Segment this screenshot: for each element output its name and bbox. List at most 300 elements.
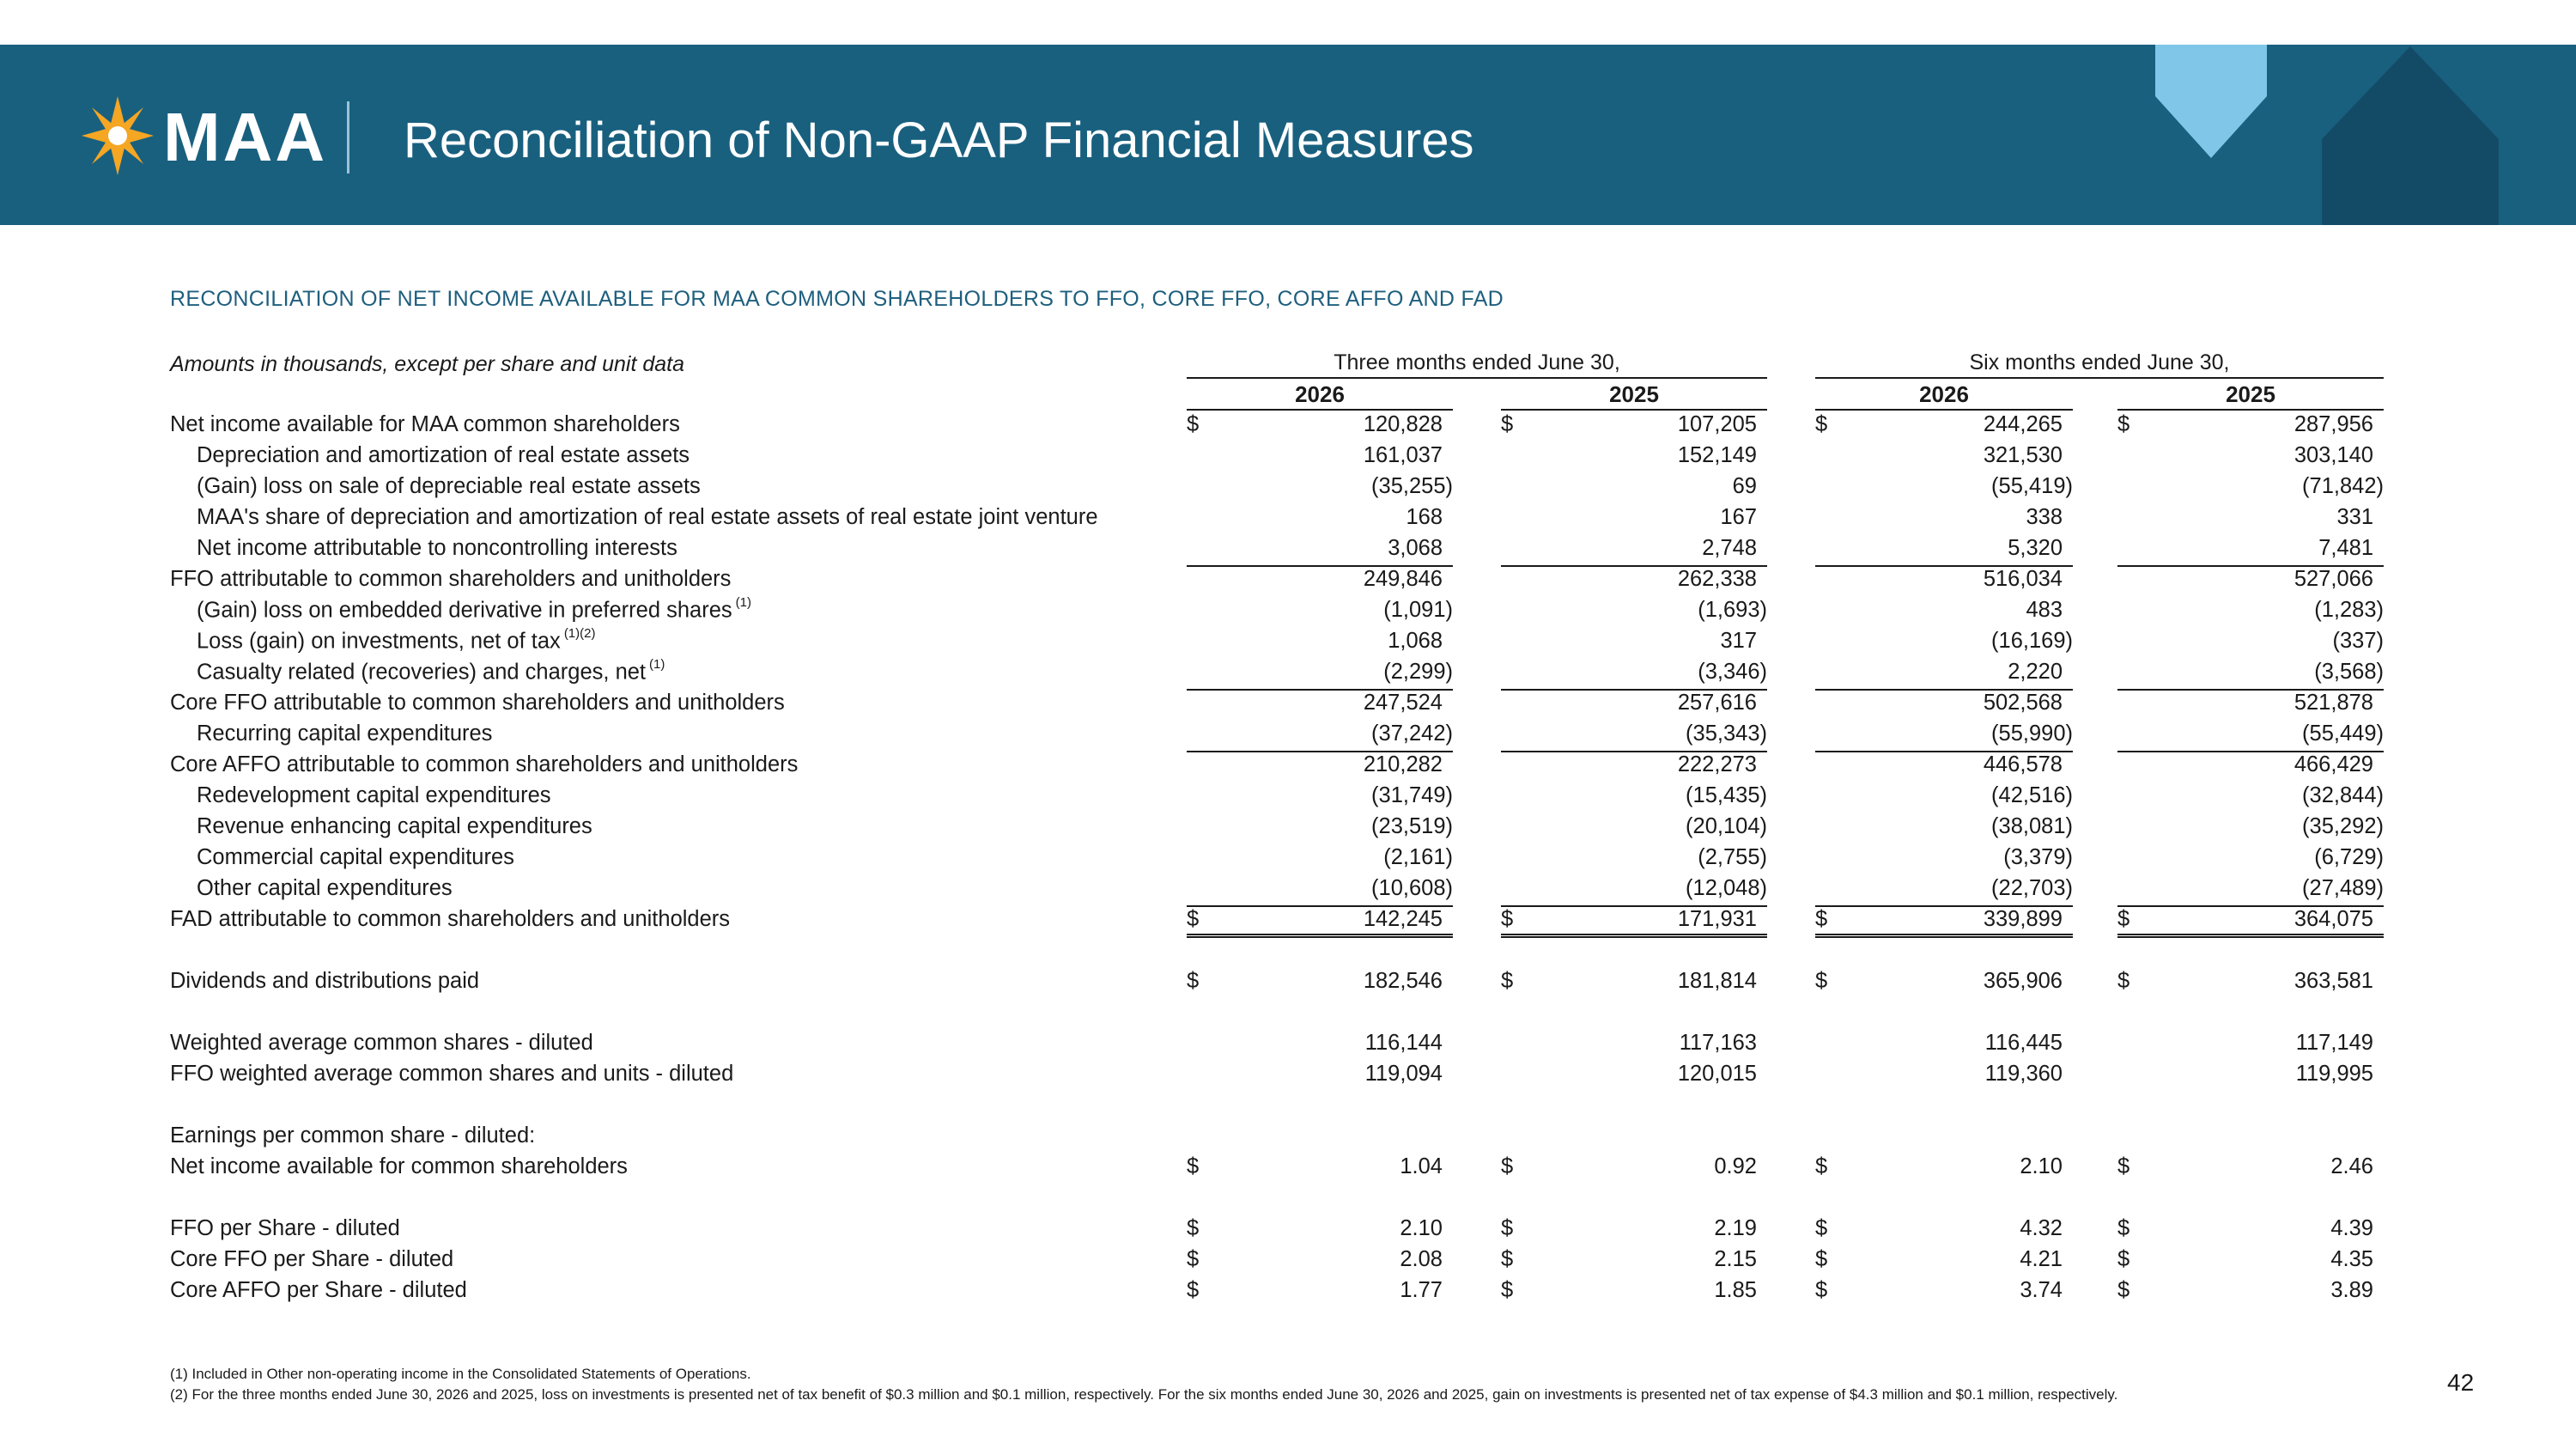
table-row: [0, 441, 2576, 472]
cell-value: (35,343): [1686, 721, 1767, 746]
value-cell: [2117, 998, 2384, 1029]
cell-value: 2.46: [2330, 1154, 2373, 1178]
value-cell: [1501, 411, 1767, 441]
value-cell: [1815, 843, 2073, 874]
cell-value: (37,242): [1371, 721, 1453, 746]
cell-value: 2,748: [1702, 536, 1757, 560]
cell-value: 142,245: [1363, 907, 1443, 931]
cell-value: 1.77: [1400, 1278, 1443, 1302]
value-cell: [1815, 1122, 2073, 1153]
value-cell: [2117, 936, 2384, 967]
maa-starburst-logo-icon: [79, 94, 156, 177]
currency-symbol: $: [2117, 1154, 2130, 1178]
row-label-text: FFO per Share - diluted: [170, 1216, 400, 1240]
cell-value: 287,956: [2293, 412, 2373, 436]
cell-value: 303,140: [2293, 443, 2373, 467]
value-cell: [2117, 658, 2384, 691]
currency-symbol: $: [1815, 907, 1828, 931]
cell-value: 1,068: [1388, 629, 1443, 653]
value-cell: [1187, 1215, 1453, 1245]
row-label: [170, 691, 785, 715]
cell-value: 3.74: [2020, 1278, 2063, 1302]
value-cell: [2117, 874, 2384, 907]
value-cell: [1815, 813, 2073, 843]
cell-value: 152,149: [1677, 443, 1757, 467]
table-row: [0, 534, 2576, 565]
value-cell: [1501, 534, 1767, 567]
table-row: [0, 411, 2576, 441]
table-row: [0, 1122, 2576, 1153]
value-cell: [1187, 411, 1453, 441]
reconciliation-table: [0, 411, 2576, 1307]
value-cell: [1187, 565, 1453, 596]
value-cell: [1501, 596, 1767, 627]
currency-symbol: $: [1187, 1278, 1200, 1302]
cell-value: 363,581: [2293, 969, 2373, 993]
value-cell: [1501, 813, 1767, 843]
currency-symbol: $: [1187, 1247, 1200, 1271]
value-cell: [2117, 627, 2384, 658]
cell-value: 107,205: [1677, 412, 1757, 436]
row-label-text: (Gain) loss on embedded derivative in preferred shares: [197, 598, 732, 623]
table-row: [0, 1029, 2576, 1060]
value-cell: [2117, 1091, 2384, 1122]
cell-value: 5,320: [2008, 536, 2063, 560]
value-cell: [1815, 1153, 2073, 1184]
value-cell: [1815, 751, 2073, 782]
cell-value: 2.10: [1400, 1216, 1443, 1240]
table-row: [0, 1245, 2576, 1276]
value-cell: [1187, 751, 1453, 782]
year-header: 2025: [1501, 381, 1767, 411]
row-label: [170, 1216, 400, 1241]
value-cell: [1815, 472, 2073, 503]
value-cell: [1187, 874, 1453, 907]
cell-value: (71,842): [2302, 474, 2384, 498]
table-row: [0, 1215, 2576, 1245]
value-cell: [1187, 658, 1453, 691]
row-label: [170, 1062, 733, 1087]
row-label: [170, 567, 731, 592]
currency-symbol: $: [1815, 1154, 1828, 1178]
value-cell: [2117, 751, 2384, 782]
cell-value: 181,814: [1677, 969, 1757, 993]
cell-value: 1.04: [1400, 1154, 1443, 1178]
cell-value: (2,161): [1383, 845, 1453, 869]
currency-symbol: $: [1187, 1216, 1200, 1240]
value-cell: [1187, 936, 1453, 967]
value-cell: [1501, 936, 1767, 967]
table-row: [0, 843, 2576, 874]
value-cell: [1187, 1184, 1453, 1215]
cell-value: 339,899: [1983, 907, 2063, 931]
cell-value: (3,568): [2314, 660, 2384, 684]
value-cell: [1501, 689, 1767, 720]
table-row: [0, 782, 2576, 813]
row-label-text: Dividends and distributions paid: [170, 969, 480, 993]
value-cell: [1501, 565, 1767, 596]
row-label: [197, 721, 492, 746]
cell-value: 3.89: [2330, 1278, 2373, 1302]
cell-value: 161,037: [1363, 443, 1443, 467]
value-cell: [1187, 1276, 1453, 1307]
currency-symbol: $: [1815, 412, 1828, 436]
row-label: [197, 536, 677, 561]
currency-symbol: $: [1501, 1247, 1514, 1271]
row-label: [170, 907, 730, 932]
cell-value: (55,449): [2302, 721, 2384, 746]
cell-value: (31,749): [1371, 783, 1453, 807]
value-cell: [1501, 967, 1767, 998]
cell-value: (35,255): [1371, 474, 1453, 498]
cell-value: 117,163: [1679, 1031, 1757, 1055]
value-cell: [2117, 813, 2384, 843]
row-label-text: FFO weighted average common shares and units - diluted: [170, 1062, 734, 1086]
value-cell: [2117, 1276, 2384, 1307]
cell-value: (38,081): [1991, 814, 2073, 838]
row-label: [170, 412, 680, 437]
table-row: [0, 967, 2576, 998]
cell-value: 1.85: [1714, 1278, 1757, 1302]
cell-value: 527,066: [2293, 567, 2373, 591]
cell-value: 7,481: [2318, 536, 2373, 560]
currency-symbol: $: [1815, 1216, 1828, 1240]
cell-value: (27,489): [2302, 876, 2384, 900]
currency-symbol: $: [1501, 969, 1514, 993]
value-cell: [2117, 472, 2384, 503]
value-cell: [1815, 1245, 2073, 1276]
cell-value: (6,729): [2314, 845, 2384, 869]
currency-symbol: $: [2117, 969, 2130, 993]
value-cell: [1815, 720, 2073, 752]
value-cell: [1187, 689, 1453, 720]
row-label: [197, 783, 551, 808]
table-row: [0, 472, 2576, 503]
value-cell: [1501, 1276, 1767, 1307]
cell-value: 119,995: [2295, 1062, 2373, 1086]
value-cell: [1187, 1029, 1453, 1060]
cell-value: 0.92: [1714, 1154, 1757, 1178]
cell-value: 483: [2026, 598, 2063, 622]
cell-value: 182,546: [1363, 969, 1443, 993]
value-cell: [2117, 534, 2384, 567]
row-label: [197, 657, 665, 685]
table-row: [0, 658, 2576, 689]
value-cell: [1815, 627, 2073, 658]
currency-symbol: $: [1501, 1216, 1514, 1240]
value-cell: [1501, 782, 1767, 813]
value-cell: [2117, 441, 2384, 472]
cell-value: 210,282: [1363, 752, 1443, 776]
value-cell: [1501, 441, 1767, 472]
value-cell: [1187, 627, 1453, 658]
currency-symbol: $: [1501, 907, 1514, 931]
value-cell: [1815, 596, 2073, 627]
cell-value: 171,931: [1677, 907, 1757, 931]
currency-symbol: $: [1815, 1278, 1828, 1302]
row-label-text: (Gain) loss on sale of depreciable real estate assets: [197, 474, 701, 498]
currency-symbol: $: [1501, 1278, 1514, 1302]
cell-value: 321,530: [1983, 443, 2063, 467]
cell-value: (3,346): [1698, 660, 1767, 684]
row-label-text: Net income available for MAA common shareholders: [170, 412, 680, 436]
currency-symbol: $: [2117, 907, 2130, 931]
row-label-text: Core FFO per Share - diluted: [170, 1247, 454, 1271]
table-row: [0, 1060, 2576, 1091]
row-label: [197, 814, 592, 839]
value-cell: [1187, 905, 1453, 938]
table-row: [0, 874, 2576, 905]
year-header: 2026: [1815, 381, 2073, 411]
currency-symbol: $: [2117, 1216, 2130, 1240]
cell-value: 222,273: [1677, 752, 1757, 776]
row-label-text: Core FFO attributable to common shareholders and unitholders: [170, 691, 785, 715]
value-cell: [1815, 503, 2073, 534]
maa-logo-text: MAA: [163, 99, 328, 175]
table-row: [0, 596, 2576, 627]
units-note: Amounts in thousands, except per share and unit data: [170, 352, 684, 376]
value-cell: [1187, 843, 1453, 874]
value-cell: [2117, 596, 2384, 627]
cell-value: (22,703): [1991, 876, 2073, 900]
value-cell: [1815, 998, 2073, 1029]
table-row: [0, 1091, 2576, 1122]
cell-value: 516,034: [1983, 567, 2063, 591]
table-row: [0, 905, 2576, 936]
value-cell: [2117, 1060, 2384, 1091]
row-label: [197, 443, 690, 468]
value-cell: [1187, 720, 1453, 752]
cell-value: 502,568: [1983, 691, 2063, 715]
value-cell: [2117, 1215, 2384, 1245]
row-label: [197, 626, 596, 654]
value-cell: [1187, 813, 1453, 843]
value-cell: [1501, 503, 1767, 534]
currency-symbol: $: [2117, 1247, 2130, 1271]
cell-value: 466,429: [2293, 752, 2373, 776]
currency-symbol: $: [1187, 412, 1200, 436]
value-cell: [1815, 689, 2073, 720]
row-label-text: Revenue enhancing capital expenditures: [197, 814, 592, 838]
cell-value: (3,379): [2003, 845, 2073, 869]
currency-symbol: $: [1187, 969, 1200, 993]
cell-value: (35,292): [2302, 814, 2384, 838]
value-cell: [1501, 1029, 1767, 1060]
cell-value: 446,578: [1983, 752, 2063, 776]
table-row: [0, 689, 2576, 720]
row-label: [197, 505, 1098, 530]
row-label-text: Recurring capital expenditures: [197, 721, 493, 746]
cell-value: 168: [1406, 505, 1443, 529]
value-cell: [1501, 1060, 1767, 1091]
row-label: [170, 1123, 535, 1148]
value-cell: [2117, 782, 2384, 813]
cell-value: (20,104): [1686, 814, 1767, 838]
year-header: 2025: [2117, 381, 2384, 411]
currency-symbol: $: [2117, 412, 2130, 436]
cell-value: (15,435): [1686, 783, 1767, 807]
cell-value: 120,015: [1677, 1062, 1757, 1086]
value-cell: [2117, 565, 2384, 596]
value-cell: [1815, 1276, 2073, 1307]
row-label-text: Loss (gain) on investments, net of tax: [197, 629, 561, 654]
row-label: [170, 752, 798, 777]
currency-symbol: $: [1187, 907, 1200, 931]
cell-value: 116,445: [1984, 1031, 2063, 1055]
cell-value: 262,338: [1677, 567, 1757, 591]
value-cell: [1187, 472, 1453, 503]
cell-value: (55,990): [1991, 721, 2073, 746]
value-cell: [2117, 1029, 2384, 1060]
cell-value: 247,524: [1363, 691, 1443, 715]
footnote-ref: (1)(2): [563, 626, 596, 641]
cell-value: 3,068: [1388, 536, 1443, 560]
cell-value: (23,519): [1371, 814, 1453, 838]
currency-symbol: $: [1815, 969, 1828, 993]
value-cell: [1815, 441, 2073, 472]
table-row: [0, 998, 2576, 1029]
table-row: [0, 813, 2576, 843]
cell-value: 2.08: [1400, 1247, 1443, 1271]
table-row: [0, 720, 2576, 751]
value-cell: [1187, 441, 1453, 472]
cell-value: 364,075: [2293, 907, 2373, 931]
cell-value: 521,878: [2293, 691, 2373, 715]
row-label-text: Depreciation and amortization of real estate assets: [197, 443, 690, 467]
cell-value: 257,616: [1677, 691, 1757, 715]
value-cell: [1501, 998, 1767, 1029]
value-cell: [2117, 1245, 2384, 1276]
cell-value: 2.15: [1714, 1247, 1757, 1271]
cell-value: 4.32: [2020, 1216, 2063, 1240]
value-cell: [2117, 905, 2384, 938]
value-cell: [2117, 1122, 2384, 1153]
row-label-text: Commercial capital expenditures: [197, 845, 514, 869]
value-cell: [1815, 936, 2073, 967]
period-header-six-months: Six months ended June 30,: [1815, 350, 2384, 379]
value-cell: [1815, 1184, 2073, 1215]
value-cell: [2117, 411, 2384, 441]
cell-value: (55,419): [1991, 474, 2073, 498]
footnote: (2) For the three months ended June 30, 2026 and 2025, loss on investments is presented net of tax benefit of $0.3 million and $0.1 million, respectively. For the six months ended June 30, 2026 and 2025, gain on investments is presented net of tax expense of $4.3 million and $0.1 million, respectively.: [170, 1386, 2118, 1403]
cell-value: 116,144: [1364, 1031, 1443, 1055]
row-label-text: Net income available for common shareholders: [170, 1154, 628, 1178]
house-decoration-icon: [2322, 45, 2499, 225]
value-cell: [2117, 1153, 2384, 1184]
value-cell: [1501, 1122, 1767, 1153]
row-label: [197, 845, 514, 870]
table-row: [0, 936, 2576, 967]
currency-symbol: $: [1501, 1154, 1514, 1178]
row-label-text: Weighted average common shares - diluted: [170, 1031, 593, 1055]
value-cell: [1501, 1245, 1767, 1276]
row-label: [170, 969, 479, 994]
cell-value: (1,283): [2314, 598, 2384, 622]
value-cell: [2117, 503, 2384, 534]
cell-value: (2,299): [1383, 660, 1453, 684]
cell-value: (32,844): [2302, 783, 2384, 807]
value-cell: [1501, 627, 1767, 658]
cell-value: 2.19: [1714, 1216, 1757, 1240]
row-label: [170, 1154, 628, 1179]
row-label-text: Redevelopment capital expenditures: [197, 783, 551, 807]
value-cell: [1501, 843, 1767, 874]
value-cell: [1501, 874, 1767, 907]
value-cell: [1501, 905, 1767, 938]
table-row: [0, 1184, 2576, 1215]
cell-value: 249,846: [1363, 567, 1443, 591]
table-row: [0, 503, 2576, 534]
row-label: [197, 474, 701, 499]
currency-symbol: $: [1187, 1154, 1200, 1178]
row-label-text: Other capital expenditures: [197, 876, 453, 900]
value-cell: [1501, 658, 1767, 691]
cell-value: 4.21: [2020, 1247, 2063, 1271]
currency-symbol: $: [1501, 412, 1514, 436]
cell-value: 69: [1732, 474, 1757, 498]
value-cell: [1501, 1091, 1767, 1122]
value-cell: [2117, 967, 2384, 998]
row-label-text: Net income attributable to noncontrolling interests: [197, 536, 677, 560]
value-cell: [2117, 843, 2384, 874]
footnote-ref: (1): [735, 595, 751, 610]
value-cell: [1815, 782, 2073, 813]
cell-value: 244,265: [1983, 412, 2063, 436]
row-label-text: Earnings per common share - diluted:: [170, 1123, 536, 1148]
table-row: [0, 565, 2576, 596]
value-cell: [1187, 998, 1453, 1029]
cell-value: 4.39: [2330, 1216, 2373, 1240]
value-cell: [1815, 1029, 2073, 1060]
cell-value: (16,169): [1991, 629, 2073, 653]
cell-value: 167: [1720, 505, 1757, 529]
table-row: [0, 627, 2576, 658]
cell-value: (1,091): [1383, 598, 1453, 622]
value-cell: [1815, 905, 2073, 938]
cell-value: 117,149: [2295, 1031, 2373, 1055]
cell-value: (42,516): [1991, 783, 2073, 807]
row-label-text: Core AFFO attributable to common shareholders and unitholders: [170, 752, 799, 776]
footnotes: [170, 1364, 2403, 1405]
cell-value: 2,220: [2008, 660, 2063, 684]
page-number: 42: [2447, 1369, 2475, 1396]
year-header: 2026: [1187, 381, 1453, 411]
value-cell: [1815, 874, 2073, 907]
value-cell: [1815, 411, 2073, 441]
cell-value: (12,048): [1686, 876, 1767, 900]
cell-value: (337): [2332, 629, 2384, 653]
row-label: [170, 1247, 453, 1272]
value-cell: [1187, 1122, 1453, 1153]
value-cell: [2117, 1184, 2384, 1215]
value-cell: [1501, 720, 1767, 752]
row-label-text: Casualty related (recoveries) and charges, net: [197, 660, 647, 685]
value-cell: [1815, 1060, 2073, 1091]
cell-value: 2.10: [2020, 1154, 2063, 1178]
cell-value: 119,094: [1364, 1062, 1443, 1086]
value-cell: [1187, 596, 1453, 627]
cell-value: 365,906: [1983, 969, 2063, 993]
value-cell: [1815, 1091, 2073, 1122]
cell-value: 4.35: [2330, 1247, 2373, 1271]
value-cell: [1815, 658, 2073, 691]
row-label: [197, 876, 453, 901]
row-label-text: MAA's share of depreciation and amortization of real estate assets of real estate joint venture: [197, 505, 1098, 529]
cell-value: 120,828: [1363, 412, 1443, 436]
value-cell: [1501, 1215, 1767, 1245]
value-cell: [1187, 782, 1453, 813]
table-row: [0, 1153, 2576, 1184]
